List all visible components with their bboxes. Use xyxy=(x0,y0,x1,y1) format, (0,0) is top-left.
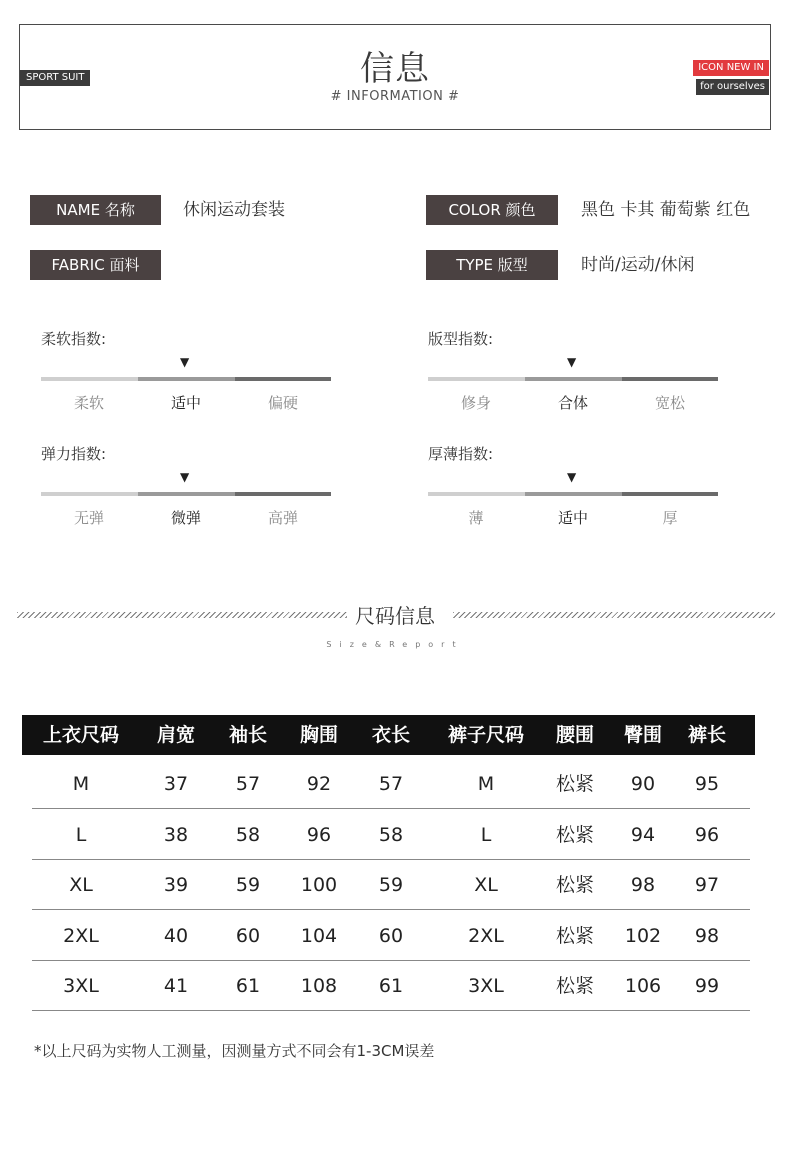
table-cell: 2XL xyxy=(63,924,99,947)
index-option: 微弹 xyxy=(170,509,201,527)
page-subtitle: # INFORMATION # xyxy=(330,89,460,104)
table-cell: 松紧 xyxy=(555,924,594,947)
index-bar-segment xyxy=(525,492,622,496)
index-arrow-icon: ▼ xyxy=(567,470,577,484)
table-cell: 108 xyxy=(300,975,338,997)
table-cell: 59 xyxy=(378,874,404,896)
table-header-cell: 腰围 xyxy=(555,724,594,746)
index-option: 高弹 xyxy=(267,509,298,527)
table-row xyxy=(32,810,750,860)
table-cell: 松紧 xyxy=(555,823,594,846)
table-header-cell: 臀围 xyxy=(623,724,662,746)
index-option: 宽松 xyxy=(654,394,685,412)
index-option: 薄 xyxy=(468,509,484,527)
size-table-header xyxy=(22,715,755,755)
index-bar-segment xyxy=(525,377,622,381)
table-cell: 57 xyxy=(378,773,404,795)
index-option: 适中 xyxy=(557,509,588,527)
color-value: 黑色 卡其 葡萄紫 红色 xyxy=(581,200,751,220)
type-value: 时尚/运动/休闲 xyxy=(581,255,695,275)
index-bar xyxy=(41,377,331,381)
table-cell: 96 xyxy=(306,823,332,846)
table-cell: 90 xyxy=(630,773,656,795)
index-arrow-icon: ▼ xyxy=(180,355,190,369)
table-cell: L xyxy=(480,823,492,846)
index-option: 柔软 xyxy=(73,394,104,412)
index-title: 柔软指数: xyxy=(41,330,107,348)
index-option: 合体 xyxy=(557,394,588,412)
table-cell: 104 xyxy=(300,924,338,947)
table-cell: 58 xyxy=(235,823,261,846)
table-cell: M xyxy=(72,773,90,795)
table-cell: 2XL xyxy=(468,924,504,947)
color-label: COLOR 颜色 xyxy=(426,195,558,225)
table-header-cell: 裤长 xyxy=(687,724,726,746)
index-bar-segment xyxy=(622,492,718,496)
table-row xyxy=(32,961,750,1011)
table-cell: 102 xyxy=(624,924,662,947)
table-cell: 95 xyxy=(694,773,720,795)
table-cell: L xyxy=(75,823,87,846)
index-title: 厚薄指数: xyxy=(428,445,494,463)
table-cell: 40 xyxy=(163,924,189,947)
table-header-cell: 袖长 xyxy=(228,724,267,746)
page-title: 信息 xyxy=(360,49,430,89)
index-bar-segment xyxy=(235,377,331,381)
table-cell: 61 xyxy=(235,975,261,997)
table-row xyxy=(32,860,750,910)
size-title: 尺码信息 xyxy=(355,604,435,628)
table-row xyxy=(32,911,750,961)
table-header-cell: 衣长 xyxy=(371,724,410,746)
table-cell: 61 xyxy=(378,975,404,997)
index-bar-segment xyxy=(428,377,525,381)
tag-for-ourselves: for ourselves xyxy=(696,79,769,95)
name-value: 休闲运动套装 xyxy=(183,200,285,220)
index-title: 版型指数: xyxy=(428,330,494,348)
table-cell: 39 xyxy=(163,874,189,896)
table-cell: 38 xyxy=(163,823,189,846)
index-option: 厚 xyxy=(662,509,678,527)
index-bar-segment xyxy=(41,492,138,496)
index-bar xyxy=(428,377,718,381)
table-header-cell: 胸围 xyxy=(299,724,338,746)
tag-icon-new-in: ICON NEW IN xyxy=(693,60,769,76)
table-header-cell: 裤子尺码 xyxy=(447,724,524,746)
table-cell: 57 xyxy=(235,773,261,795)
index-bar xyxy=(428,492,718,496)
size-subtitle: Size&Report xyxy=(326,640,464,649)
index-bar xyxy=(41,492,331,496)
table-cell: 97 xyxy=(694,874,720,896)
index-option: 偏硬 xyxy=(267,394,298,412)
table-cell: 98 xyxy=(694,924,720,947)
table-cell: 94 xyxy=(630,823,656,846)
table-cell: 98 xyxy=(630,874,656,896)
table-cell: 松紧 xyxy=(555,773,594,795)
index-title: 弹力指数: xyxy=(41,445,107,463)
table-header-cell: 上衣尺码 xyxy=(42,724,119,746)
type-label: TYPE 版型 xyxy=(426,250,558,280)
table-cell: 3XL xyxy=(63,975,99,997)
table-cell: 60 xyxy=(235,924,261,947)
index-option: 修身 xyxy=(460,394,491,412)
index-bar-segment xyxy=(138,492,235,496)
table-cell: 41 xyxy=(163,975,189,997)
table-cell: 100 xyxy=(300,874,338,896)
index-option: 无弹 xyxy=(73,509,104,527)
header-box xyxy=(19,24,771,130)
fabric-label: FABRIC 面料 xyxy=(30,250,161,280)
index-option: 适中 xyxy=(170,394,201,412)
table-cell: 松紧 xyxy=(555,975,594,997)
index-bar-segment xyxy=(235,492,331,496)
table-row xyxy=(32,759,750,809)
table-cell: XL xyxy=(69,874,93,896)
table-cell: 96 xyxy=(694,823,720,846)
index-bar-segment xyxy=(138,377,235,381)
index-bar-segment xyxy=(428,492,525,496)
table-cell: M xyxy=(477,773,495,795)
table-cell: XL xyxy=(474,874,498,896)
table-cell: 92 xyxy=(306,773,332,795)
table-cell: 37 xyxy=(163,773,189,795)
tag-sport-suit: SPORT SUIT xyxy=(20,70,90,86)
table-header-cell: 肩宽 xyxy=(156,724,195,746)
table-cell: 106 xyxy=(624,975,662,997)
index-arrow-icon: ▼ xyxy=(180,470,190,484)
table-cell: 3XL xyxy=(468,975,504,997)
table-cell: 99 xyxy=(694,975,720,997)
index-bar-segment xyxy=(622,377,718,381)
table-cell: 59 xyxy=(235,874,261,896)
index-bar-segment xyxy=(41,377,138,381)
table-cell: 60 xyxy=(378,924,404,947)
name-label: NAME 名称 xyxy=(30,195,161,225)
table-cell: 松紧 xyxy=(555,874,594,896)
table-cell: 58 xyxy=(378,823,404,846)
measurement-note: *以上尺码为实物人工测量，因测量方式不同会有1-3CM误差 xyxy=(34,1042,435,1060)
index-arrow-icon: ▼ xyxy=(567,355,577,369)
